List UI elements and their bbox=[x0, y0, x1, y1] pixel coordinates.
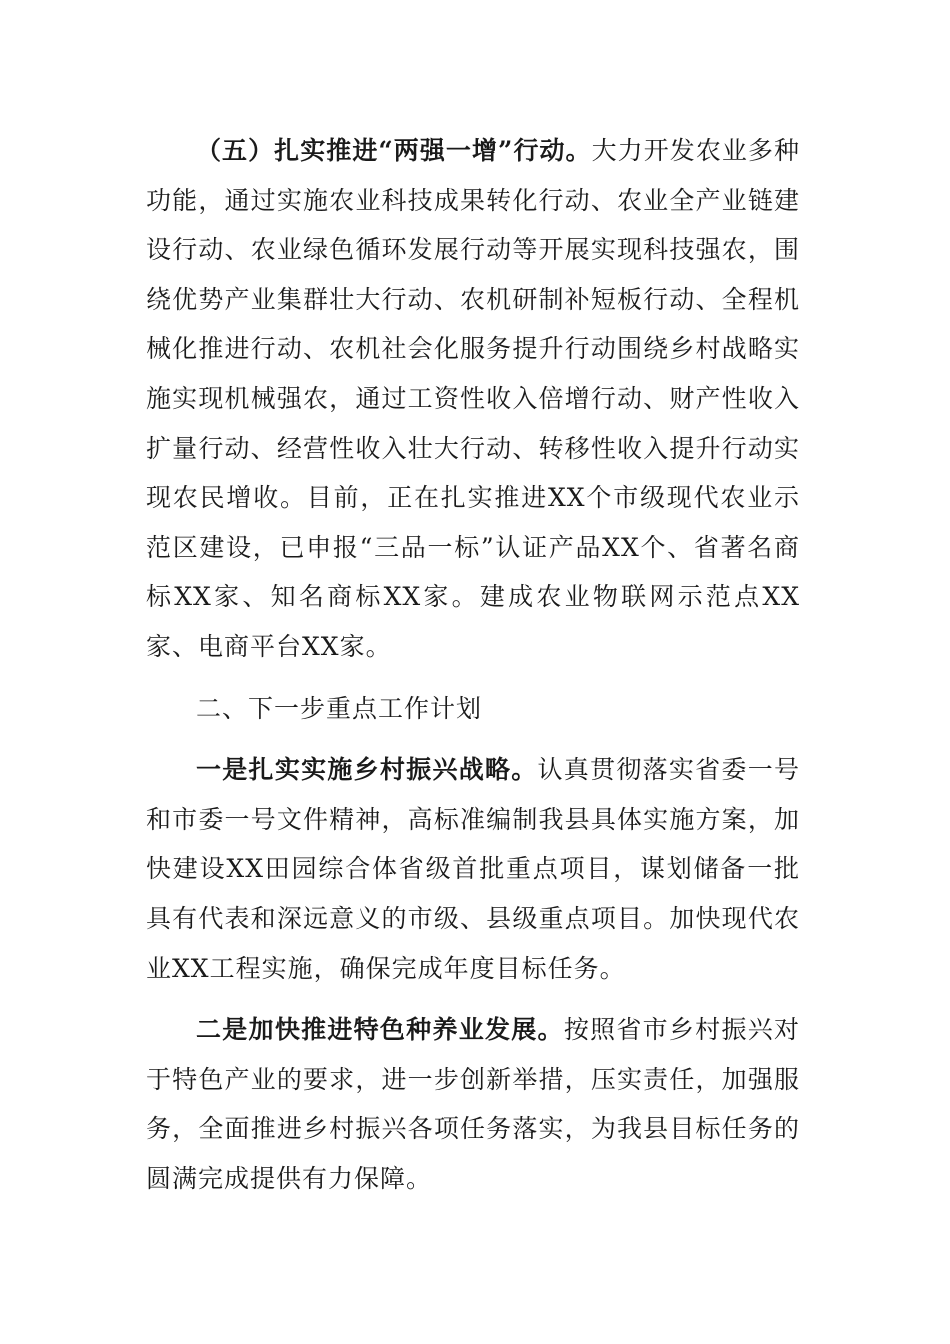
paragraph-lead: （五）扎实推进“两强一增”行动。 bbox=[196, 136, 592, 165]
paragraph-body: 认真贯彻落实省委一号和市委一号文件精神，高标准编制我县具体实施方案，加快建设XX田园综合体省级首批重点项目，谋划储备一批具有代表和深远意义的市级、县级重点项目。加快现代农业XX工程实施，确保完成年度目标任务。 bbox=[146, 755, 800, 983]
paragraph-lead: 一是扎实实施乡村振兴战略。 bbox=[196, 755, 538, 785]
paragraph-rural-revitalization bbox=[146, 745, 800, 993]
paragraph-lead: 二是加快推进特色种养业发展。 bbox=[196, 1015, 564, 1045]
paragraph-body: 大力开发农业多种功能，通过实施农业科技成果转化行动、农业全产业链建设行动、农业绿色循环发展行动等开展实现科技强农，围绕优势产业集群壮大行动、农机研制补短板行动、全程机械化推进行动、农机社会化服务提升行动围绕乡村战略实施实现机械强农，通过工资性收入倍增行动、财产性收入扩量行动、经营性收入壮大行动、转移性收入提升行动实现农民增收。目前，正在扎实推进XX个市级现代农业示范区建设，已申报“三品一标”认证产品XX个、省著名商标XX家、知名商标XX家。建成农业物联网示范点XX家、电商平台XX家。 bbox=[146, 136, 800, 661]
paragraph-two-strong-one-increase bbox=[146, 126, 800, 672]
paragraph-specialty-farming bbox=[146, 1005, 800, 1203]
paragraph-body: 按照省市乡村振兴对于特色产业的要求，进一步创新举措，压实责任，加强服务，全面推进乡村振兴各项任务落实，为我县目标任务的圆满完成提供有力保障。 bbox=[146, 1015, 800, 1193]
document-page bbox=[146, 126, 800, 1203]
section-heading-next-steps: 二、下一步重点工作计划 bbox=[196, 693, 483, 723]
